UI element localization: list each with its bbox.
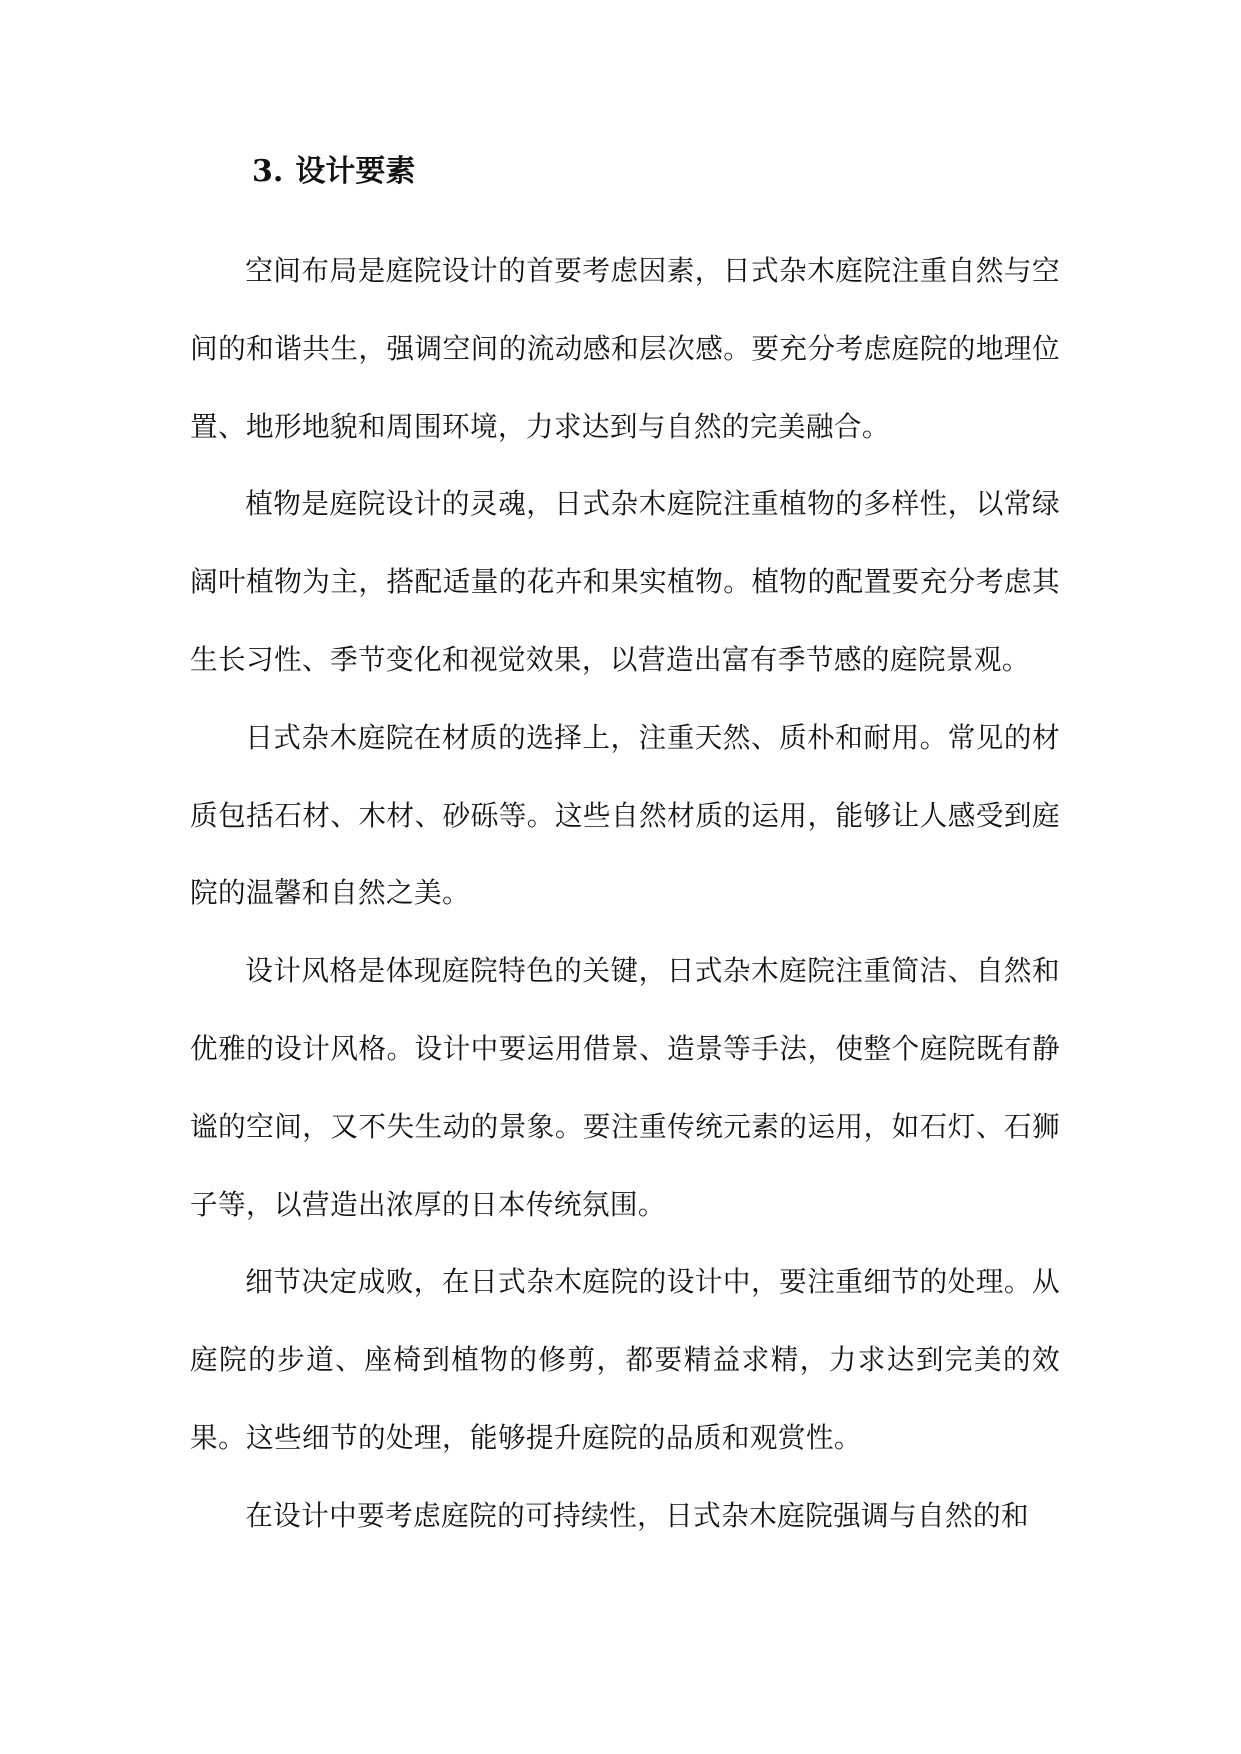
paragraph-sustainability: 在设计中要考虑庭院的可持续性，日式杂木庭院强调与自然的和	[245, 1498, 1030, 1532]
paragraph-plants: 植物是庭院设计的灵魂，日式杂木庭院注重植物的多样性，以常绿阔叶植物为主，搭配适量的花卉和果实植物。植物的配置要充分考虑其生长习性、季节变化和视觉效果，以营造出富有季节感的庭院景观。	[190, 487, 1060, 676]
paragraph-design-style: 设计风格是体现庭院特色的关键，日式杂木庭院注重简洁、自然和优雅的设计风格。设计中要运用借景、造景等手法，使整个庭院既有静谧的空间，又不失生动的景象。要注重传统元素的运用，如石灯、石狮子等，以营造出浓厚的日本传统氛围。	[190, 954, 1060, 1221]
section-number: 3.	[252, 154, 284, 189]
paragraph-details: 细节决定成败，在日式杂木庭院的设计中，要注重细节的处理。从庭院的步道、座椅到植物的修剪，都要精益求精，力求达到完美的效果。这些细节的处理，能够提升庭院的品质和观赏性。	[190, 1265, 1060, 1454]
paragraph-spatial-layout: 空间布局是庭院设计的首要考虑因素，日式杂木庭院注重自然与空间的和谐共生，强调空间的流动感和层次感。要充分考虑庭院的地理位置、地形地貌和周围环境，力求达到与自然的完美融合。	[190, 254, 1060, 443]
section-title: 设计要素	[295, 154, 416, 189]
section-heading	[252, 148, 415, 196]
paragraph-materials: 日式杂木庭院在材质的选择上，注重天然、质朴和耐用。常见的材质包括石材、木材、砂砾等。这些自然材质的运用，能够让人感受到庭院的温馨和自然之美。	[190, 720, 1060, 910]
document-body	[190, 232, 1060, 1555]
